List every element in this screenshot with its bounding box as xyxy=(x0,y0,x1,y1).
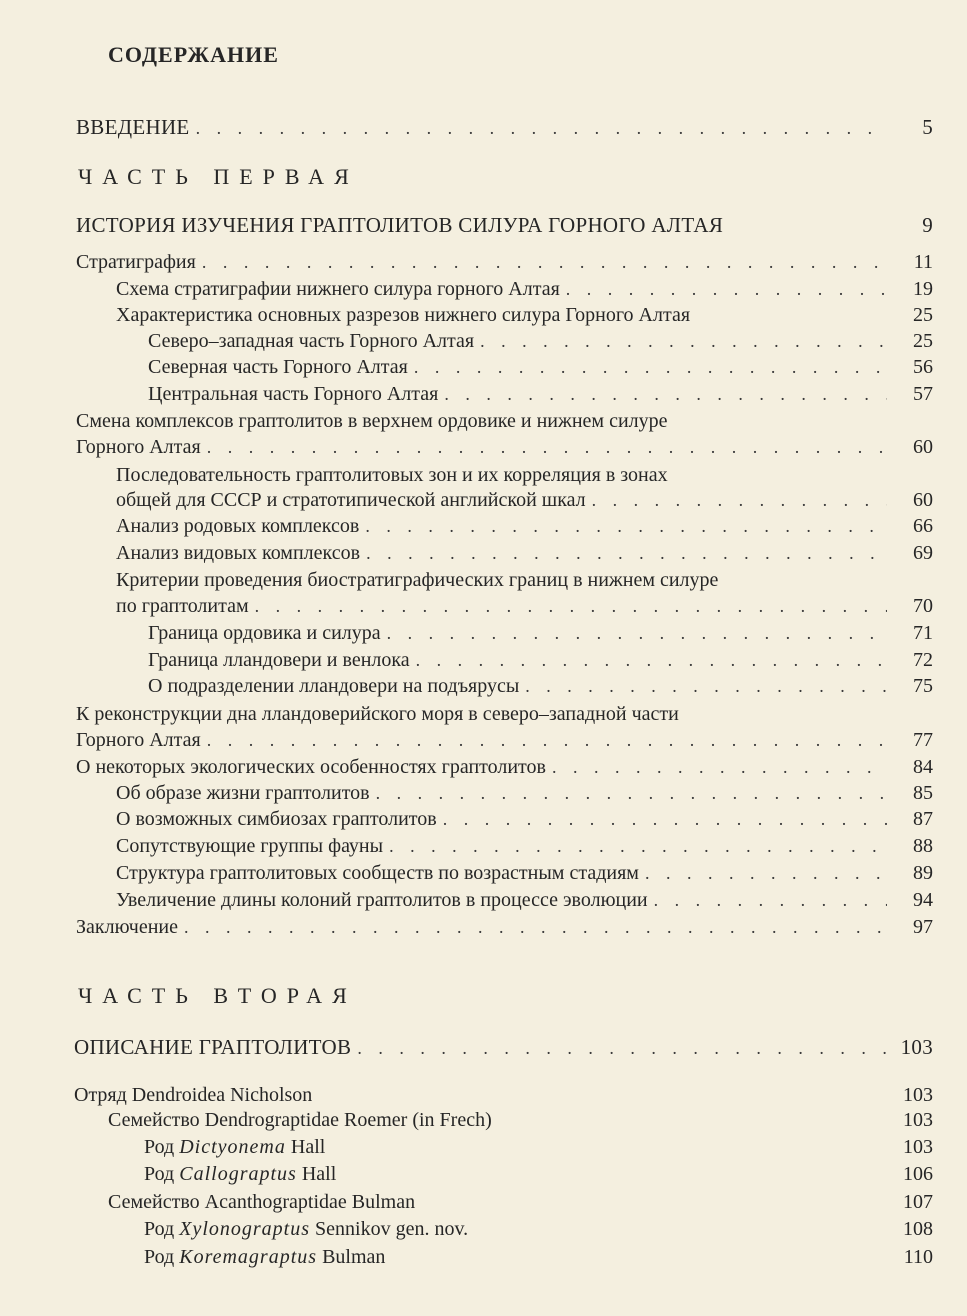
entry-title: Заключение xyxy=(76,916,178,938)
genus-prefix: Род xyxy=(144,1246,175,1268)
dot-leader xyxy=(654,887,887,913)
entry-page: 103 xyxy=(903,1084,933,1106)
toc-entry-line[interactable]: Последовательность граптолитовых зон и их корреляция в зонах xyxy=(116,464,668,486)
dot-leader xyxy=(357,1035,887,1061)
entry-title: О некоторых экологических особенностях граптолитов xyxy=(76,756,546,778)
entry-page: 103 xyxy=(903,1109,933,1131)
entry-title: Структура граптолитовых сообществ по возрастным стадиям xyxy=(116,862,639,884)
dot-leader xyxy=(376,780,887,806)
entry-page: 11 xyxy=(913,251,933,273)
entry-page: 107 xyxy=(903,1191,933,1213)
entry-title: Характеристика основных разрезов нижнего силура Горного Алтая xyxy=(116,304,691,326)
dot-leader xyxy=(552,754,887,780)
toc-title: СОДЕРЖАНИЕ xyxy=(108,42,279,67)
entry-title: Граница ордовика и силура xyxy=(148,622,381,644)
dot-leader xyxy=(207,727,887,753)
part-two-heading[interactable] xyxy=(74,1034,933,1061)
entry-title: Анализ видовых комплексов xyxy=(116,542,361,564)
dot-leader xyxy=(387,620,887,646)
toc-entry[interactable] xyxy=(116,593,933,619)
entry-page: 66 xyxy=(913,515,933,537)
toc-entry[interactable] xyxy=(148,328,933,354)
dot-leader xyxy=(202,249,887,275)
entry-page: 72 xyxy=(913,649,933,671)
entry-page: 97 xyxy=(913,916,933,938)
genus-name: Koremagraptus xyxy=(179,1246,318,1268)
entry-title: ОПИСАНИЕ ГРАПТОЛИТОВ xyxy=(74,1035,352,1059)
genus-name: Callograptus xyxy=(179,1163,297,1185)
entry-title: ИСТОРИЯ ИЗУЧЕНИЯ ГРАПТОЛИТОВ СИЛУРА ГОРНОГО АЛТАЯ xyxy=(76,213,724,237)
toc-entry[interactable] xyxy=(74,1082,933,1108)
genus-prefix: Род xyxy=(144,1218,175,1240)
entry-title: Увеличение длины колоний граптолитов в процессе эволюции xyxy=(116,889,648,911)
dot-leader xyxy=(207,434,887,460)
part-two-label: ЧАСТЬ ВТОРАЯ xyxy=(78,983,357,1008)
dot-leader xyxy=(444,381,887,407)
toc-entry[interactable] xyxy=(76,249,933,275)
entry-page: 85 xyxy=(913,782,933,804)
entry-page: 108 xyxy=(903,1218,933,1240)
entry-title: Северо–западная часть Горного Алтая xyxy=(148,330,475,352)
entry-page: 75 xyxy=(913,675,933,697)
entry-page: 88 xyxy=(913,835,933,857)
entry-title: Об образе жизни граптолитов xyxy=(116,782,370,804)
part-one-label: ЧАСТЬ ПЕРВАЯ xyxy=(78,164,359,189)
entry-title: О возможных симбиозах граптолитов xyxy=(116,808,437,830)
entry-title: О подразделении лландовери на подъярусы xyxy=(148,675,520,697)
dot-leader xyxy=(366,540,887,566)
entry-title: Семейство Acanthograptidae Bulman xyxy=(108,1191,416,1213)
toc-entry-genus[interactable] xyxy=(144,1244,933,1270)
entry-title: Семейство Dendrograptidae Roemer (in Frech) xyxy=(108,1109,492,1131)
toc-entry[interactable] xyxy=(116,780,933,806)
part-one-heading[interactable] xyxy=(76,212,933,239)
entry-title: Северная часть Горного Алтая xyxy=(148,356,408,378)
dot-leader xyxy=(566,276,887,302)
genus-name: Xylonograptus xyxy=(179,1218,311,1240)
genus-author: Hall xyxy=(290,1136,326,1158)
entry-title: Горного Алтая xyxy=(76,729,201,751)
entry-page: 103 xyxy=(903,1136,933,1158)
entry-title: Анализ родовых комплексов xyxy=(116,515,360,537)
entry-title xyxy=(144,1216,468,1242)
entry-title: Стратиграфия xyxy=(76,251,196,273)
dot-leader xyxy=(389,833,887,859)
dot-leader xyxy=(480,328,887,354)
dot-leader xyxy=(525,673,887,699)
dot-leader xyxy=(592,487,887,513)
entry-title: Горного Алтая xyxy=(76,436,201,458)
toc-entry-line[interactable]: Критерии проведения биостратиграфических границ в нижнем силуре xyxy=(116,569,719,591)
genus-name: Dictyonema xyxy=(179,1136,286,1158)
genus-author: Bulman xyxy=(322,1246,386,1268)
entry-title: по граптолитам xyxy=(116,595,249,617)
entry-title: Сопутствующие группы фауны xyxy=(116,835,384,857)
toc-entry[interactable] xyxy=(76,727,933,753)
entry-page: 25 xyxy=(913,304,933,326)
entry-page: 19 xyxy=(913,278,933,300)
entry-page: 89 xyxy=(913,862,933,884)
toc-entry[interactable] xyxy=(116,860,933,886)
entry-page: 25 xyxy=(913,330,933,352)
toc-entry-introduction[interactable] xyxy=(76,114,933,141)
entry-page: 110 xyxy=(903,1246,933,1268)
dot-leader xyxy=(255,593,887,619)
dot-leader xyxy=(414,354,887,380)
entry-page: 87 xyxy=(913,808,933,830)
toc-entry[interactable] xyxy=(116,540,933,566)
entry-page: 9 xyxy=(922,213,933,237)
entry-title xyxy=(144,1134,325,1160)
toc-entry[interactable] xyxy=(116,806,933,832)
entry-title xyxy=(144,1244,385,1270)
toc-entry-genus[interactable] xyxy=(144,1216,933,1242)
genus-author: Hall xyxy=(301,1163,337,1185)
toc-entry[interactable] xyxy=(116,302,933,328)
toc-entry[interactable] xyxy=(148,381,933,407)
toc-entry[interactable] xyxy=(76,754,933,780)
genus-prefix: Род xyxy=(144,1136,175,1158)
entry-page: 71 xyxy=(913,622,933,644)
toc-entry-genus[interactable] xyxy=(144,1134,933,1160)
toc-entry[interactable] xyxy=(148,354,933,380)
entry-page: 106 xyxy=(903,1163,933,1185)
entry-page: 70 xyxy=(913,595,933,617)
dot-leader xyxy=(365,513,887,539)
entry-page: 103 xyxy=(900,1035,933,1059)
genus-prefix: Род xyxy=(144,1163,175,1185)
dot-leader xyxy=(416,647,887,673)
toc-entry[interactable] xyxy=(148,673,933,699)
entry-page: 69 xyxy=(913,542,933,564)
toc-entry[interactable] xyxy=(116,887,933,913)
entry-page: 60 xyxy=(913,489,933,511)
toc-entry[interactable] xyxy=(116,833,933,859)
entry-title: Отряд Dendroidea Nicholson xyxy=(74,1084,313,1106)
dot-leader xyxy=(443,806,887,832)
entry-page: 77 xyxy=(913,729,933,751)
genus-author: Sennikov gen. nov. xyxy=(315,1218,469,1240)
entry-title: ВВЕДЕНИЕ xyxy=(76,115,190,139)
dot-leader xyxy=(196,115,887,141)
entry-page: 60 xyxy=(913,436,933,458)
toc-entry[interactable] xyxy=(76,914,933,940)
toc-entry[interactable] xyxy=(76,434,933,460)
entry-page: 57 xyxy=(913,383,933,405)
entry-page: 56 xyxy=(913,356,933,378)
toc-entry[interactable] xyxy=(148,620,933,646)
toc-entry-line[interactable]: К реконструкции дна лландоверийского моря в северо–западной части xyxy=(76,703,679,725)
toc-entry[interactable] xyxy=(116,276,933,302)
entry-title: Схема стратиграфии нижнего силура горного Алтая xyxy=(116,278,560,300)
dot-leader xyxy=(645,860,887,886)
dot-leader xyxy=(184,914,887,940)
toc-entry[interactable] xyxy=(116,487,933,513)
entry-title: Центральная часть Горного Алтая xyxy=(148,383,439,405)
entry-title: общей для СССР и стратотипической английской шкал xyxy=(116,489,586,511)
toc-entry[interactable] xyxy=(148,647,933,673)
entry-page: 84 xyxy=(913,756,933,778)
toc-entry-genus[interactable] xyxy=(144,1161,933,1187)
toc-entry-line[interactable]: Смена комплексов граптолитов в верхнем ордовике и нижнем силуре xyxy=(76,410,668,432)
toc-entry[interactable] xyxy=(116,513,933,539)
entry-title: Граница лландовери и венлока xyxy=(148,649,410,671)
toc-entry[interactable] xyxy=(108,1107,933,1133)
entry-page: 94 xyxy=(913,889,933,911)
toc-entry[interactable] xyxy=(108,1189,933,1215)
entry-page: 5 xyxy=(922,115,933,139)
entry-title xyxy=(144,1161,336,1187)
